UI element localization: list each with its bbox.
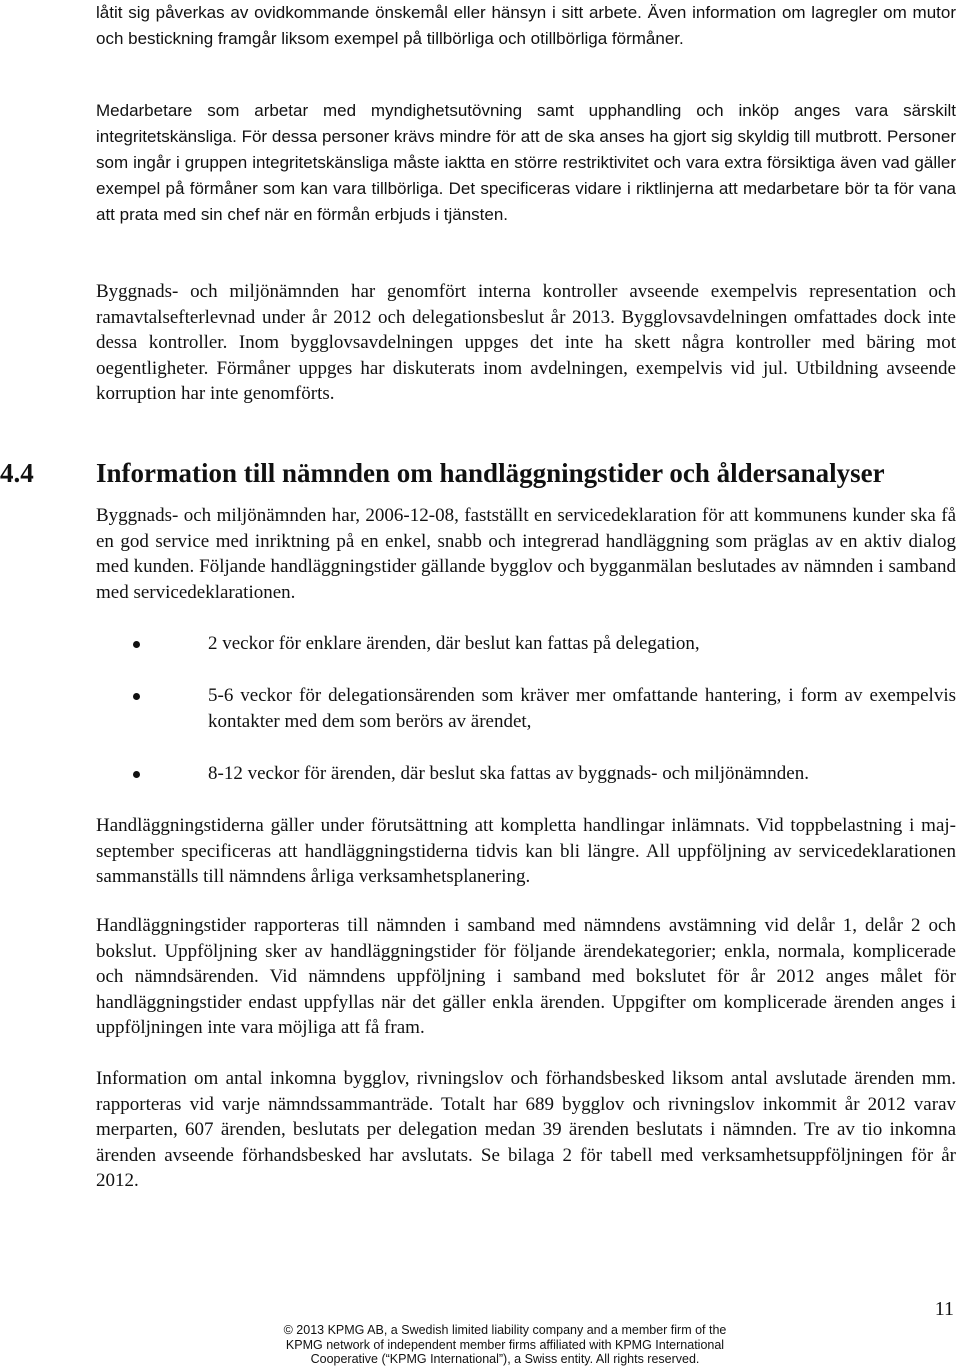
paragraph-rapportering: Handläggningstider rapporteras till nämnden i samband med nämndens avstämning vid delår 1, delår 2 och bokslut. Uppföljning sker av handläggningstider för följande ärendekategorier; enkla, normala, komplicerade och nämndsärenden. Vid nämndens uppföljning i samband med bokslutet för år 2012 anges målet för handläggningstider endast uppfyllas när det gäller enkla ärenden. Uppgifter om komplicerade ärenden anges i uppföljningen inte vara möjliga att få fram.	[96, 915, 956, 1038]
section-title: Information till nämnden om handläggningstider och åldersanalyser	[96, 458, 885, 488]
bullet-icon	[133, 641, 140, 648]
paragraph-inkomna-arenden: Information om antal inkomna bygglov, rivningslov och förhandsbesked liksom antal avslutade ärenden mm. rapporteras vid varje nämndssammanträde. Totalt har 689 bygglov och rivningslov inkommit år 2012 varav merparten, 607 ärenden, beslutats per delegation medan 39 ärenden beslutats i nämnden. Tre av tio inkomna ärenden avseende förhandsbesked har avslutats. Se bilaga 2 för tabell med verksamhetsuppföljningen för år 2012.	[96, 1068, 956, 1191]
footer-line: KPMG network of independent member firms affiliated with KPMG International	[285, 1337, 725, 1352]
paragraph-mutor-information: låtit sig påverkas av ovidkommande önskemål eller hänsyn i sitt arbete. Även information om lagregler om mutor och bestickning framgår liksom exempel på tillbörliga och otillbörliga förmåner.	[96, 3, 956, 48]
section-number: 4.4	[0, 458, 34, 488]
paragraph-servicedeklaration: Byggnads- och miljönämnden har, 2006-12-08, fastställt en servicedeklaration för att kommunens kunder ska få en god service med inriktning på en enkel, snabb och integrerad handläggning som präglas av en aktiv dialog med kunden. Följande handläggningstider gällande bygglov och bygganmälan beslutades av nämnden i samband med servicedeklarationen.	[96, 505, 956, 603]
paragraph-integritetskansliga: Medarbetare som arbetar med myndighetsutövning samt upphandling och inköp anges vara särskilt integritetskänsliga. För dessa personer krävs mindre för att de ska anses ha gjort sig skyldig till mutbrott. Personer som ingår i gruppen integritetskänsliga måste iaktta en större restriktivitet och vara extra försiktiga även vad gäller exempel på förmåner som kan vara tillbörliga. Det specificeras vidare i riktlinjerna att medarbetare bör ta för vana att prata med sin chef när en förmån erbjuds i tjänsten.	[96, 101, 956, 224]
footer-line: Cooperative (“KPMG International”), a Swiss entity. All rights reserved.	[310, 1352, 700, 1366]
list-item-text: 8-12 veckor för ärenden, där beslut ska fattas av byggnads- och miljönämnden.	[208, 763, 809, 784]
paragraph-handlaggningstider-villkor: Handläggningstiderna gäller under förutsättning att kompletta handlingar inlämnats. Vid toppbelastning i maj-september specificeras att handläggningstiderna tidvis kan bli längre. All uppföljning av servicedeklarationen sammanställs till nämndens årliga verksamhetsplanering.	[96, 815, 956, 887]
footer-line: © 2013 KPMG AB, a Swedish limited liability company and a member firm of the	[283, 1323, 727, 1337]
bullet-icon	[133, 771, 140, 778]
bullet-icon	[133, 693, 140, 700]
footer-copyright	[200, 1323, 810, 1367]
list-item-text: 2 veckor för enklare ärenden, där beslut kan fattas på delegation,	[208, 633, 700, 654]
paragraph-interna-kontroller: Byggnads- och miljönämnden har genomfört interna kontroller avseende exempelvis representation och ramavtalsefterlevnad under år 2012 och delegationsbeslut år 2013. Bygglovsavdelningen omfattades dock inte dessa kontroller. Inom bygglovsavdelningen uppges det inte ha skett några kontroller med bäring mot oegentligheter. Förmåner uppges har diskuterats inom avdelningen, exempelvis vid jul. Utbildning avseende korruption har inte genomförts.	[96, 281, 956, 404]
page-number: 11	[934, 1298, 954, 1320]
list-item-text: 5-6 veckor för delegationsärenden som kräver mer omfattande hantering, i form av exempelvis kontakter med dem som berörs av ärendet,	[208, 685, 956, 732]
